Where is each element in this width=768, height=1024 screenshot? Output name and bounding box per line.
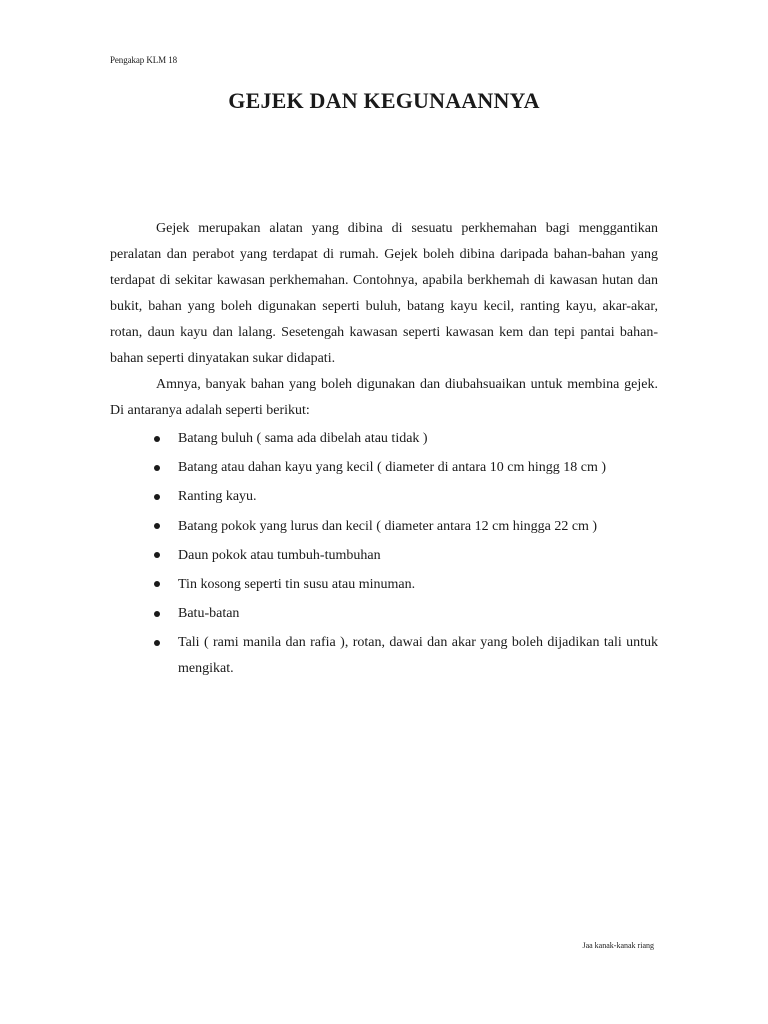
list-item-text: Tali ( rami manila dan rafia ), rotan, dawai dan akar yang boleh dijadikan tali untuk mengikat. (178, 635, 658, 677)
list-item (110, 601, 658, 627)
list-item (110, 484, 658, 510)
bullet-icon (154, 494, 160, 500)
header-note: Pengakap KLM 18 (110, 55, 177, 65)
bullet-icon (154, 465, 160, 471)
list-item-text: Batu-batan (178, 606, 240, 622)
list-item-text: Tin kosong seperti tin susu atau minuman. (178, 576, 416, 592)
bullet-icon (154, 611, 160, 617)
document-body (110, 216, 658, 686)
paragraph-materials: Amnya, banyak bahan yang boleh digunakan dan diubahsuaikan untuk membina gejek. Di antaranya adalah seperti berikut: (110, 377, 658, 418)
page-title: GEJEK DAN KEGUNAANNYA (228, 88, 540, 113)
bullet-icon (154, 436, 160, 442)
list-item-text: Batang pokok yang lurus dan kecil ( diameter antara 12 cm hingga 22 cm ) (178, 518, 598, 534)
list-item-text: Daun pokok atau tumbuh-tumbuhan (178, 547, 381, 563)
footer-note: Jaa kanak-kanak riang (582, 941, 654, 950)
list-item-text: Batang buluh ( sama ada dibelah atau tidak ) (178, 431, 428, 446)
list-item (110, 426, 658, 452)
list-item-text: Batang atau dahan kayu yang kecil ( diameter di antara 10 cm hingg 18 cm ) (178, 460, 607, 476)
bullet-icon (154, 552, 160, 558)
list-item (110, 630, 658, 682)
list-item (110, 514, 658, 540)
list-item-text: Ranting kayu. (178, 489, 257, 505)
paragraph-intro: Gejek merupakan alatan yang dibina di sesuatu perkhemahan bagi menggantikan peralatan dan perabot yang terdapat di rumah. Gejek boleh dibina daripada bahan-bahan yang terdapat di sekitar kawasan perkhemahan. Contohnya, apabila berkhemah di kawasan hutan dan bukit, bahan yang boleh digunakan seperti buluh, batang kayu kecil, ranting kayu, akar-akar, rotan, daun kayu dan lalang. Sesetengah kawasan seperti kawasan kem dan tepi pantai bahan-bahan seperti dinyatakan sukar didapati. (110, 221, 658, 366)
materials-list (110, 426, 658, 682)
bullet-icon (154, 640, 160, 646)
list-item (110, 543, 658, 569)
list-item (110, 455, 658, 481)
list-item (110, 572, 658, 598)
bullet-icon (154, 523, 160, 529)
bullet-icon (154, 581, 160, 587)
